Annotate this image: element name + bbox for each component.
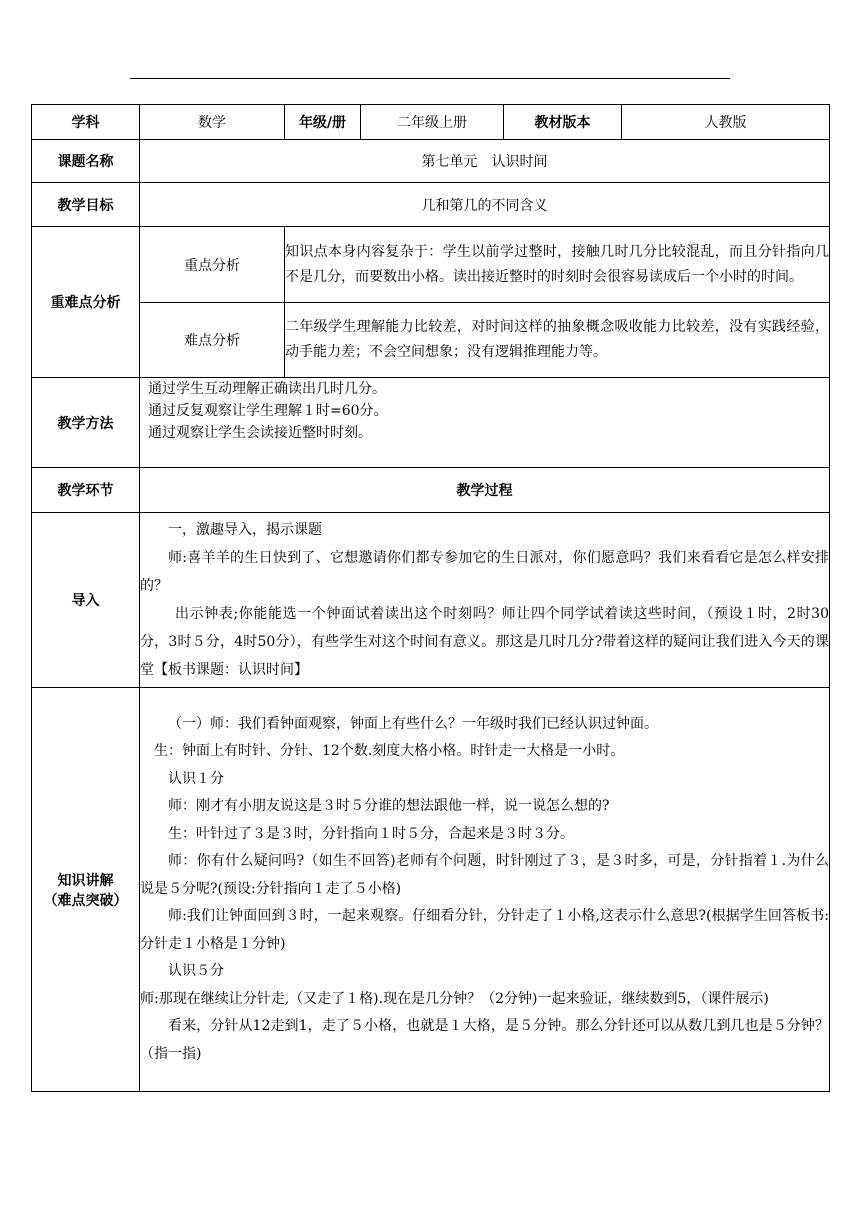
knowledge-paragraph: 生：钟面上有时针、分针、12个数.刻度大格小格。时针走一大格是一小时。	[154, 743, 625, 760]
method-line: 通过观察让学生会读接近整时时刻。	[148, 425, 372, 441]
topic-label: 课题名称	[32, 140, 140, 183]
header-rule	[130, 78, 730, 79]
hard-point-text: 二年级学生理解能力比较差，对时间这样的抽象概念吸收能力比较差，没有实践经验，动手能力差；不会空间想象；没有逻辑推理能力等。	[285, 303, 830, 378]
knowledge-label-line1: 知识讲解	[57, 872, 114, 889]
knowledge-paragraph: 师:我们让钟面回到３时，一起来观察。仔细看分针，分针走了１小格,这表示什么意思?(根据学生回答板书:分针走１小格是１分钟)	[140, 908, 829, 952]
subject-label: 学科	[32, 105, 140, 140]
knowledge-paragraph: 认识５分	[168, 963, 224, 980]
method-row	[32, 378, 830, 468]
process-label: 教学环节	[32, 468, 140, 513]
goal-label: 教学目标	[32, 183, 140, 227]
knowledge-content	[140, 688, 830, 1092]
process-title: 教学过程	[140, 468, 830, 513]
knowledge-paragraph: 师:那现在继续让分针走,（又走了１格).现在是几分钟？（2分钟)一起来验证，继续数到5，（课件展示)	[140, 990, 769, 1007]
knowledge-label	[32, 688, 140, 1092]
method-label: 教学方法	[32, 378, 140, 468]
process-header-row	[32, 468, 830, 513]
intro-paragraph: 出示钟表;你能能选一个钟面试着读出这个时刻吗？师让四个同学试着读这些时间，（预设１时，2时30分，3时５分，4时50分），有些学生对这个时间有意义。那这是几时几分?带着这样的疑问让我们进入今天的课堂【板书课题：认识时间】	[140, 606, 829, 678]
edition-value: 人教版	[622, 105, 830, 140]
topic-value: 第七单元 认识时间	[140, 140, 830, 183]
method-line: 通过反复观察让学生理解１时=60分。	[148, 403, 388, 419]
knowledge-label-line2: （难点突破）	[43, 892, 128, 909]
lesson-plan-table	[31, 104, 830, 1092]
difficulty-label: 重难点分析	[32, 227, 140, 378]
knowledge-paragraph: （一）师：我们看钟面观察，钟面上有些什么？一年级时我们已经认识过钟面。	[168, 715, 658, 732]
intro-label: 导入	[32, 513, 140, 688]
hard-point-row	[32, 303, 830, 378]
subject-value: 数学	[140, 105, 285, 140]
hard-point-label: 难点分析	[140, 303, 285, 378]
key-point-label: 重点分析	[140, 227, 285, 303]
intro-paragraph: 师:喜羊羊的生日快到了、它想邀请你们都专参加它的生日派对，你们愿意吗？我们来看看它是怎么样安排的？	[140, 550, 829, 594]
intro-paragraph: 一，激趣导入，揭示课题	[168, 522, 322, 538]
edition-label: 教材版本	[504, 105, 622, 140]
goal-value: 几和第几的不同含义	[140, 183, 830, 227]
knowledge-row	[32, 688, 830, 1092]
key-point-row	[32, 227, 830, 303]
knowledge-paragraph: 看来，分针从12走到1，走了５小格，也就是１大格，是５分钟。那么分针还可以从数几到几也是５分钟？（指一指)	[140, 1018, 829, 1062]
subject-row	[32, 105, 830, 140]
method-content	[140, 378, 830, 468]
topic-row	[32, 140, 830, 183]
goal-row	[32, 183, 830, 227]
intro-row	[32, 513, 830, 688]
knowledge-paragraph: 师：刚才有小朋友说这是３时５分谁的想法跟他一样，说一说怎么想的?	[168, 798, 610, 815]
knowledge-paragraph: 认识１分	[168, 770, 224, 787]
knowledge-paragraph: 生：叶针过了３是３时，分针指向１时５分，合起来是３时３分。	[168, 825, 574, 842]
grade-value: 二年级上册	[361, 105, 504, 140]
knowledge-paragraph: 师：你有什么疑问吗?（如生不回答)老师有个问题，时针刚过了３，是３时多，可是，分针指着１.为什么说是５分呢?(预设:分针指向１走了５小格)	[140, 853, 829, 897]
intro-content	[140, 513, 830, 688]
key-point-text: 知识点本身内容复杂于：学生以前学过整时，接触几时几分比较混乱，而且分针指向几不是几分，而要数出小格。读出接近整时的时刻时会很容易读成后一个小时的时间。	[285, 227, 830, 303]
grade-label: 年级/册	[285, 105, 361, 140]
method-line: 通过学生互动理解正确读出几时几分。	[148, 381, 386, 397]
